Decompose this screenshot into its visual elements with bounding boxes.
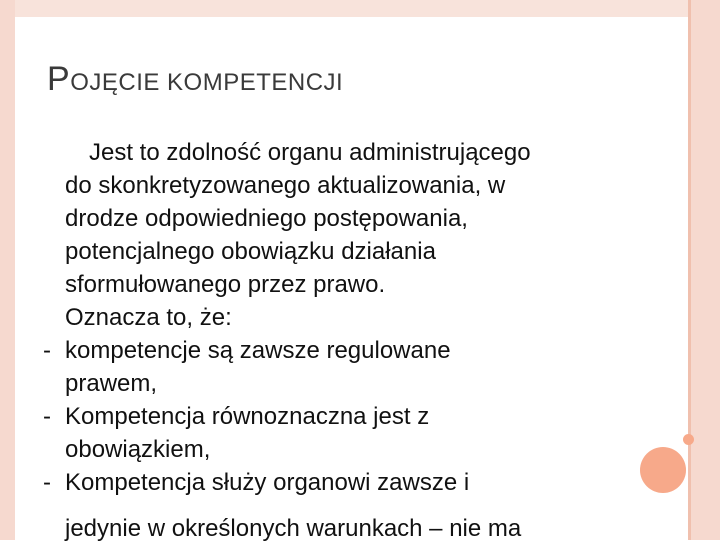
definition-line: sformułowanego przez prawo. [65, 271, 386, 298]
definition-line: do skonkretyzowanego aktualizowania, w [65, 172, 506, 199]
bullet-text-line: Kompetencja równoznaczna jest z [65, 403, 430, 430]
small-accent-circle [683, 434, 694, 445]
bullet-text-line: kompetencje są zawsze regulowane [65, 337, 451, 364]
definition-line: Jest to zdolność organu administrującego [89, 139, 531, 166]
slide-title [47, 60, 343, 99]
bullet-text-line: prawem, [65, 370, 158, 397]
bullet-text-line: jedynie w określonych warunkach – nie ma [65, 515, 522, 542]
bullet-marker: - [43, 469, 51, 496]
large-accent-circle [640, 447, 686, 493]
bullet-text-line: obowiązkiem, [65, 436, 211, 463]
definition-line: drodze odpowiedniego postępowania, [65, 205, 468, 232]
frame-top-band [15, 0, 720, 17]
bullet-marker: - [43, 337, 51, 364]
definition-line: potencjalnego obowiązku działania [65, 238, 436, 265]
frame-left-band [0, 0, 15, 540]
slide-title-initial: P [47, 60, 71, 98]
vertical-accent-rule [688, 0, 691, 540]
bullet-marker: - [43, 403, 51, 430]
slide-title-rest: OJĘCIE KOMPETENCJI [70, 69, 344, 96]
bullet-text-line: Kompetencja służy organowi zawsze i [65, 469, 470, 496]
definition-line: Oznacza to, że: [65, 304, 232, 331]
frame-right-band [689, 0, 720, 540]
